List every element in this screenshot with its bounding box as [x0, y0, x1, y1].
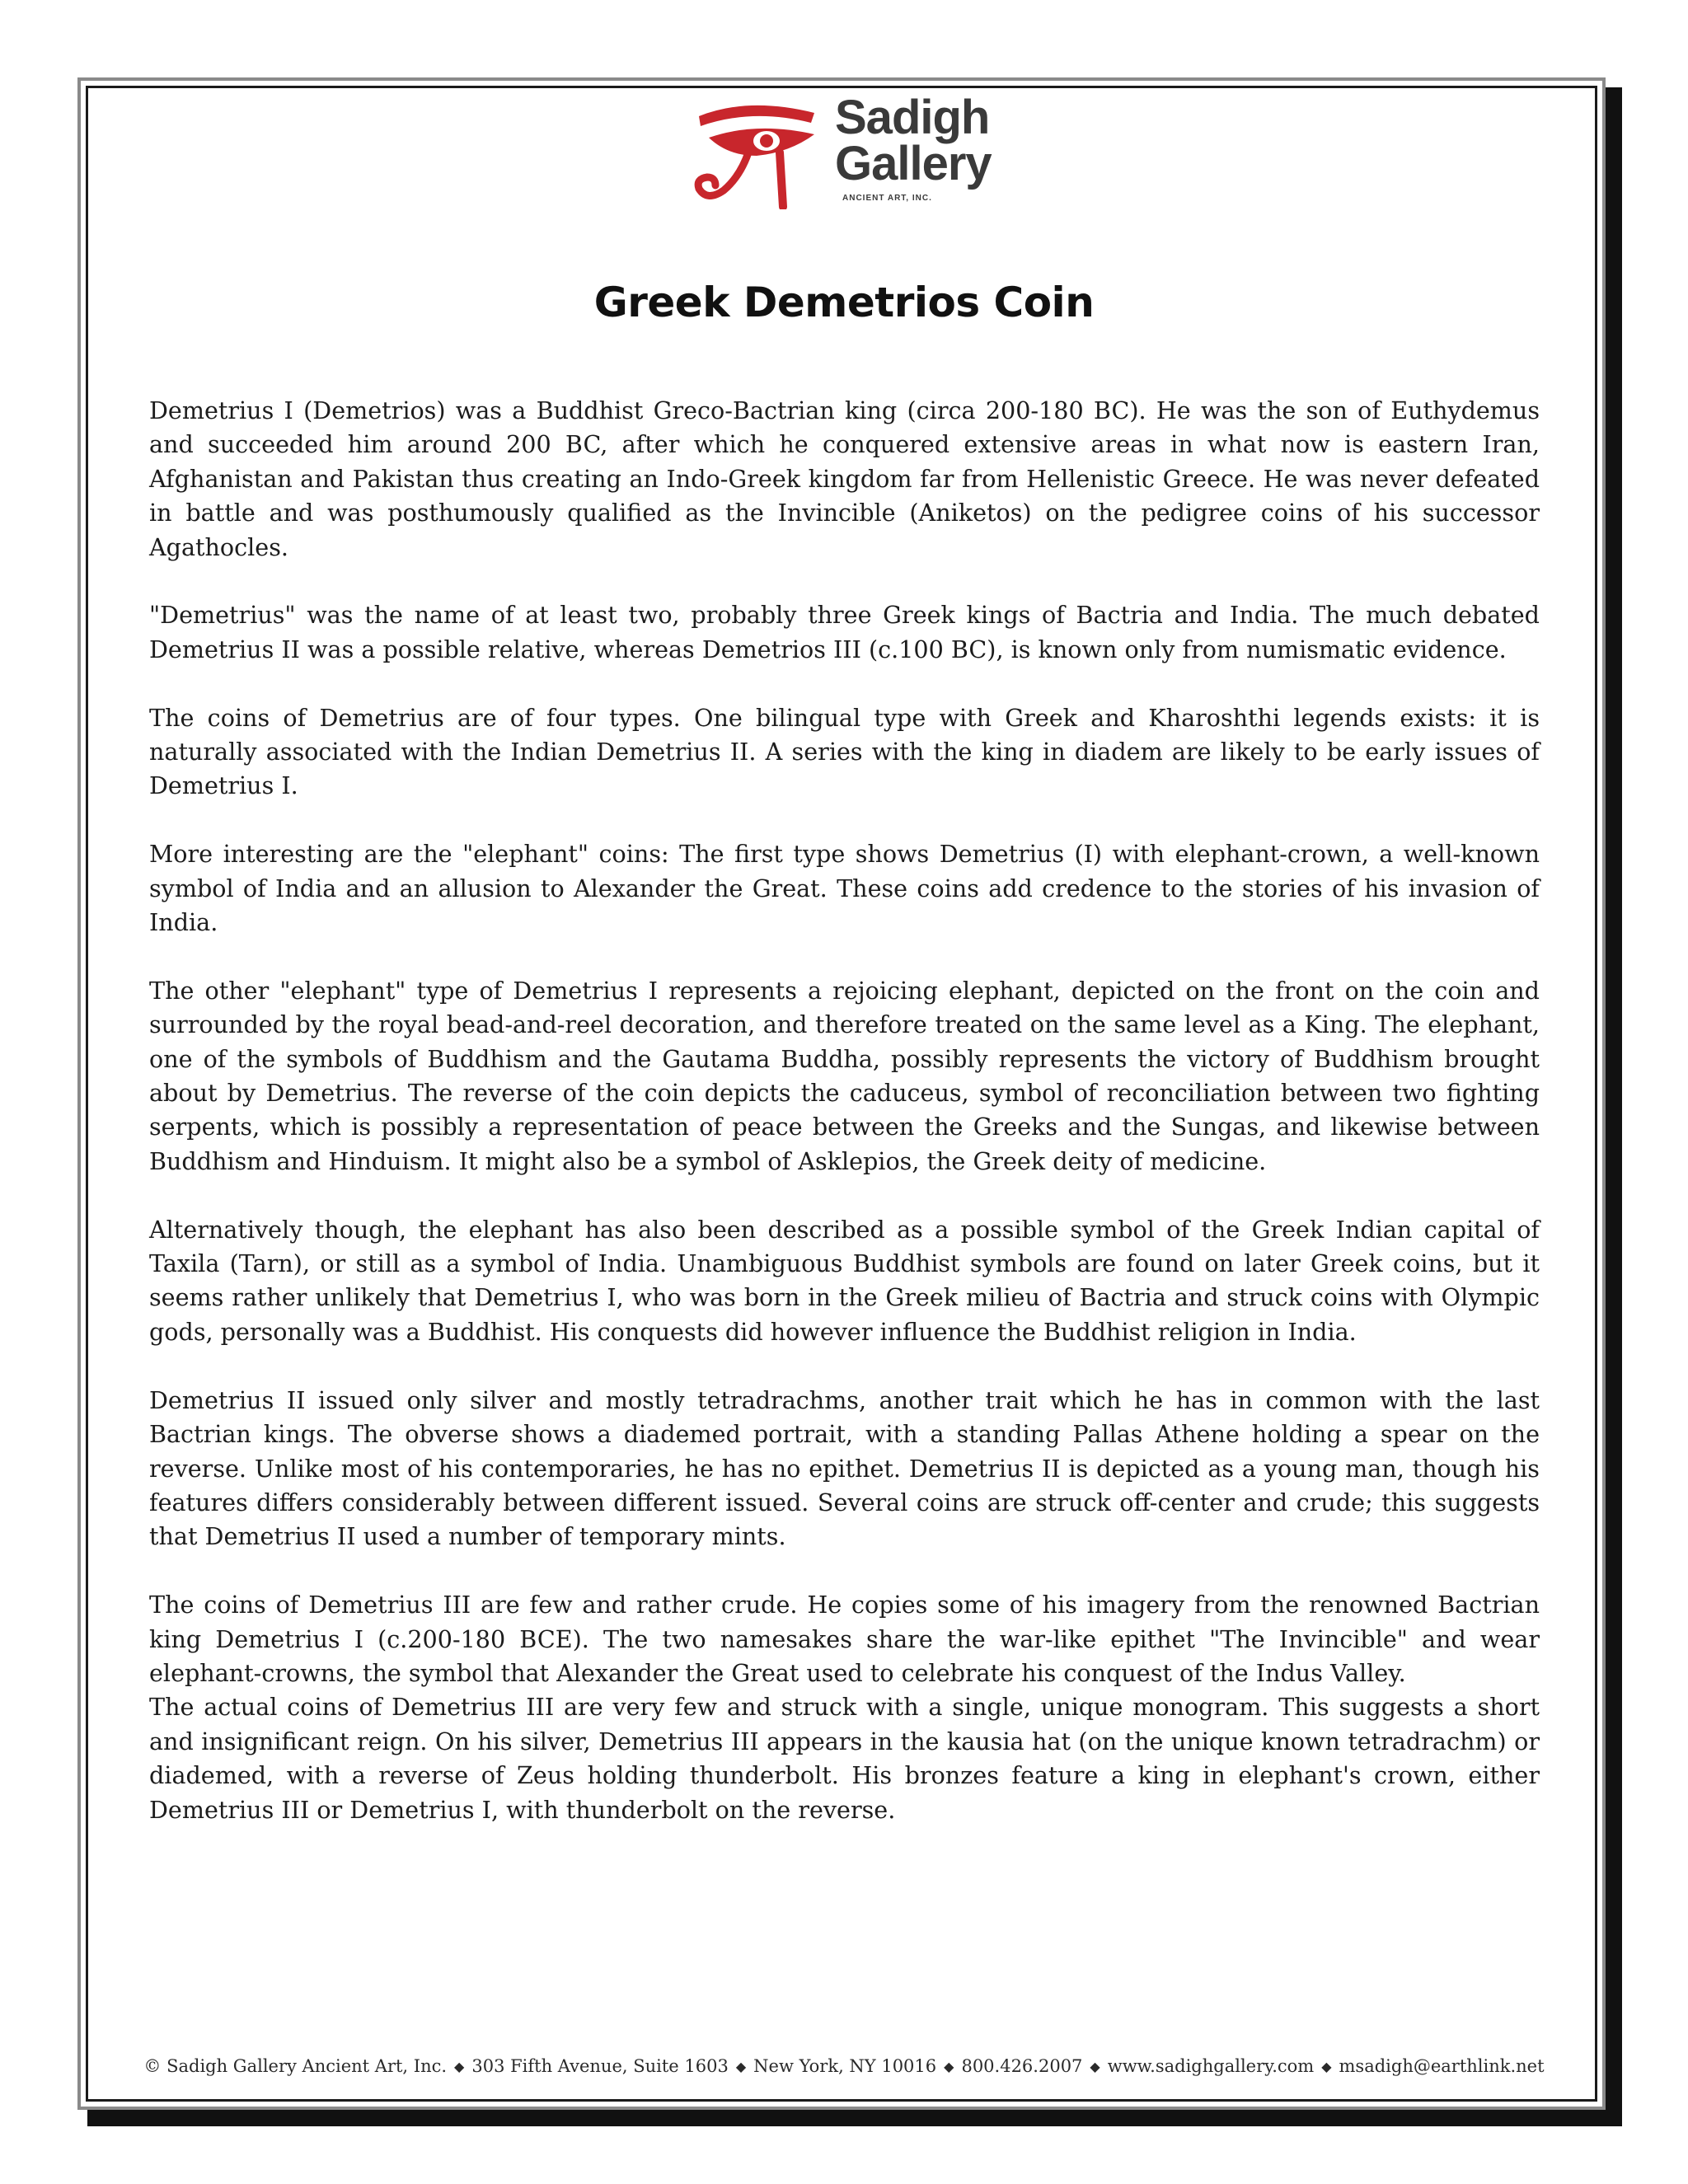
separator-diamond-icon: ◆	[1321, 2059, 1332, 2074]
footer-phone: 800.426.2007	[961, 2056, 1083, 2076]
paragraph-7: Demetrius II issued only silver and mostly tetradrachms, another trait which he has in common with the last Bactrian kings. The obverse shows a diademed portrait, with a standing Pallas Athene holding a spear on the reverse. Unlike most of his contemporaries, he has no epithet. Demetrius II is depicted as a young man, though his features differs considerably between different issued. Several coins are struck off-center and crude; this suggests that Demetrius II used a number of temporary mints.	[149, 1385, 1540, 1551]
footer-website-link[interactable]: www.sadighgallery.com	[1107, 2056, 1315, 2076]
separator-diamond-icon: ◆	[454, 2059, 465, 2074]
article-body	[149, 394, 1540, 1861]
logo-wordmark	[835, 91, 992, 190]
paragraph-3: The coins of Demetrius are of four types. One bilingual type with Greek and Kharoshthi legends exists: it is naturally associated with the Indian Demetrius II. A series with the king in diadem are likely to be early issues of Demetrius I.	[149, 703, 1540, 800]
logo-line-2: Gallery	[835, 137, 992, 190]
paragraph-1: Demetrius I (Demetrios) was a Buddhist Greco-Bactrian king (circa 200-180 BC). He was the son of Euthydemus and succeeded him around 200 BC, after which he conquered extensive areas in what now is eastern Iran, Afghanistan and Pakistan thus creating an Indo-Greek kingdom far from Hellenistic Greece. He was never defeated in battle and was posthumously qualified as the Invincible (Aniketos) on the pedigree coins of his successor Agathocles.	[149, 396, 1540, 561]
logo-tagline: ANCIENT ART, INC.	[842, 194, 932, 203]
paragraph-8: The coins of Demetrius III are few and rather crude. He copies some of his imagery from the renowned Bactrian king Demetrius I (c.200-180 BCE). The two namesakes share the war-like epithet "The Invincible" and wear elephant-crowns, the symbol that Alexander the Great used to celebrate his conquest of the Indus Valley.	[149, 1591, 1540, 1687]
paragraph-9: The actual coins of Demetrius III are very few and struck with a single, unique monogram. This suggests a short and insignificant reign. On his silver, Demetrius III appears in the kausia hat (on the unique known tetradrachm) or diademed, with a reverse of Zeus holding thunderbolt. His bronzes feature a king in elephant's crown, either Demetrius III or Demetrius I, with thunderbolt on the reverse.	[149, 1693, 1540, 1824]
footer-address: 303 Fifth Avenue, Suite 1603	[471, 2056, 729, 2076]
page-title: Greek Demetrios Coin	[593, 279, 1095, 326]
sadigh-gallery-logo	[691, 91, 1004, 210]
paragraph-6: Alternatively though, the elephant has also been described as a possible symbol of the Greek Indian capital of Taxila (Tarn), or still as a symbol of India. Unambiguous Buddhist symbols are found on later Greek coins, but it seems rather unlikely that Demetrius I, who was born in the Greek milieu of Bactria and struck coins with Olympic gods, personally was a Buddhist. His conquests did however influence the Buddhist religion in India.	[149, 1215, 1540, 1346]
page-footer	[0, 2056, 1688, 2076]
separator-diamond-icon: ◆	[944, 2059, 954, 2074]
paragraph-5: The other "elephant" type of Demetrius I represents a rejoicing elephant, depicted on the front on the coin and surrounded by the royal bead-and-reel decoration, and therefore treated on the same level as a King. The elephant, one of the symbols of Buddhism and the Gautama Buddha, possibly represents the victory of Buddhism brought about by Demetrius. The reverse of the coin depicts the caduceus, symbol of reconciliation between two fighting serpents, which is possibly a representation of peace between the Greeks and the Sungas, and likewise between Buddhism and Hinduism. It might also be a symbol of Asklepios, the Greek deity of medicine.	[149, 976, 1540, 1175]
footer-city: New York, NY 10016	[753, 2056, 937, 2076]
separator-diamond-icon: ◆	[1090, 2059, 1100, 2074]
logo-line-1: Sadigh	[835, 91, 990, 144]
eye-of-horus-icon	[691, 98, 831, 209]
paragraph-2: "Demetrius" was the name of at least two, probably three Greek kings of Bactria and India. The much debated Demetrius II was a possible relative, whereas Demetrios III (c.100 BC), is known only from numismatic evidence.	[149, 601, 1540, 663]
paragraph-4: More interesting are the "elephant" coins: The first type shows Demetrius (I) with elephant-crown, a well-known symbol of India and an allusion to Alexander the Great. These coins add credence to the stories of his invasion of India.	[149, 840, 1540, 937]
footer-email-link[interactable]: msadigh@earthlink.net	[1339, 2056, 1545, 2076]
separator-diamond-icon: ◆	[735, 2059, 747, 2074]
footer-copyright: © Sadigh Gallery Ancient Art, Inc.	[143, 2056, 448, 2076]
